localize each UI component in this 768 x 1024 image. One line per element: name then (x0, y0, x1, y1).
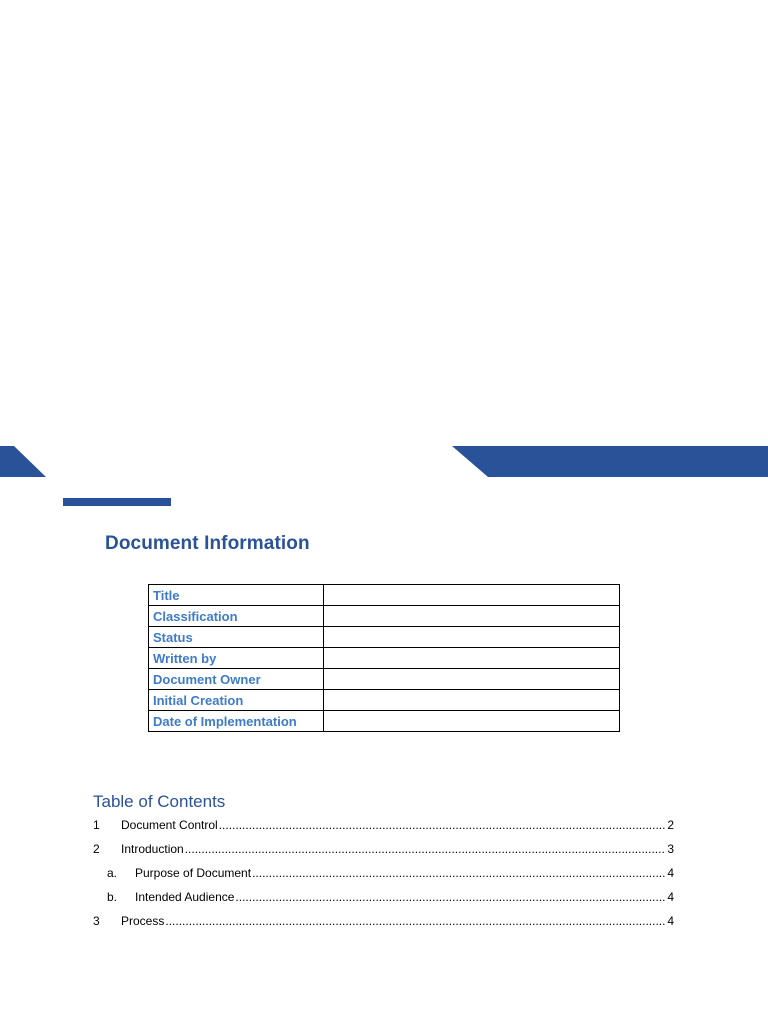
toc-entry-page: 4 (667, 914, 674, 928)
toc-entry-number: 3 (93, 914, 100, 928)
toc-entry-number: a. (107, 866, 118, 880)
row-value-date-of-implementation[interactable] (324, 711, 620, 732)
toc-entry-number: b. (107, 890, 118, 904)
table-row (149, 606, 620, 627)
toc-entry-number: 1 (93, 818, 100, 832)
toc-entry-text: Process (121, 914, 165, 928)
toc-entry-intended-audience[interactable] (93, 890, 674, 908)
row-value-written-by[interactable] (324, 648, 620, 669)
heading-accent-bar (63, 498, 171, 506)
toc-entry-process[interactable] (93, 914, 674, 932)
toc-entry-introduction[interactable] (93, 842, 674, 860)
toc-leader-dots (165, 914, 666, 928)
row-label-date-of-implementation: Date of Implementation (149, 711, 324, 732)
toc-entry-text: Introduction (121, 842, 184, 856)
table-of-contents-heading: Table of Contents (93, 792, 226, 811)
toc-entry-document-control[interactable] (93, 818, 674, 836)
toc-entry-number: 2 (93, 842, 100, 856)
toc-entry-page: 2 (667, 818, 674, 832)
row-label-written-by: Written by (149, 648, 324, 669)
row-label-document-owner: Document Owner (149, 669, 324, 690)
toc-entry-text: Purpose of Document (135, 866, 252, 880)
row-label-classification: Classification (149, 606, 324, 627)
toc-entry-page: 4 (667, 890, 674, 904)
table-row (149, 690, 620, 711)
banner-right-shape (452, 446, 768, 477)
row-value-classification[interactable] (324, 606, 620, 627)
row-value-initial-creation[interactable] (324, 690, 620, 711)
toc-leader-dots (185, 842, 667, 856)
table-row (149, 585, 620, 606)
table-row (149, 711, 620, 732)
table-row (149, 669, 620, 690)
toc-entry-page: 4 (667, 866, 674, 880)
toc-entry-text: Document Control (121, 818, 218, 832)
row-label-initial-creation: Initial Creation (149, 690, 324, 711)
row-value-status[interactable] (324, 627, 620, 648)
toc-leader-dots (219, 818, 667, 832)
toc-entry-page: 3 (667, 842, 674, 856)
row-value-title[interactable] (324, 585, 620, 606)
row-label-title: Title (149, 585, 324, 606)
banner-left-shape (0, 446, 46, 477)
toc-entry-purpose-of-document[interactable] (93, 866, 674, 884)
table-row (149, 648, 620, 669)
row-value-document-owner[interactable] (324, 669, 620, 690)
toc-leader-dots (235, 890, 666, 904)
toc-leader-dots (252, 866, 666, 880)
document-information-table (148, 584, 620, 732)
row-label-status: Status (149, 627, 324, 648)
table-row (149, 627, 620, 648)
toc-entry-text: Intended Audience (135, 890, 235, 904)
document-information-heading: Document Information (105, 533, 310, 554)
